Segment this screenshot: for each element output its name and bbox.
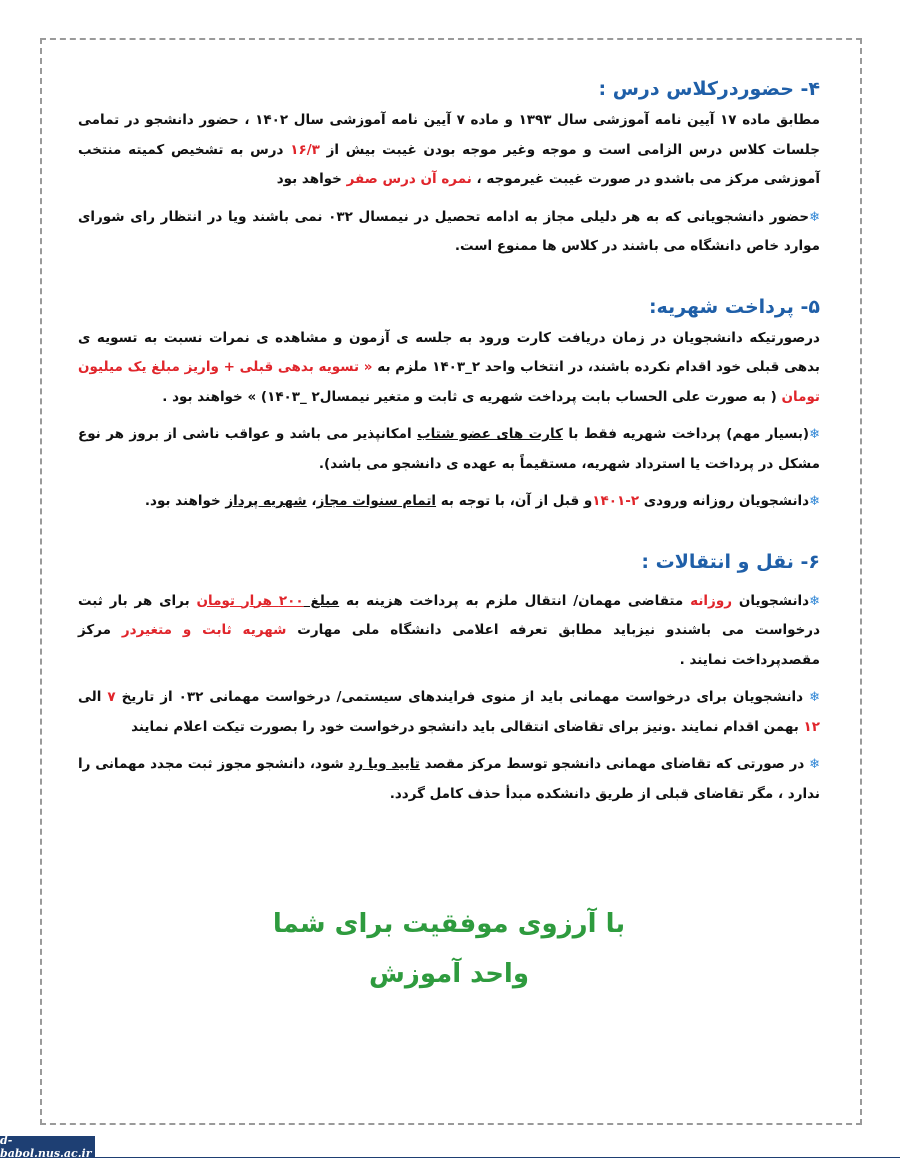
text: شود، دانشجو مجوز ثبت مجدد مهمانی را ندارد ، مگر تقاضای قبلی از طریق دانشکده مبدأ حذف کامل گردد. <box>78 756 820 802</box>
text: پرداخت شهریه فقط با <box>562 426 727 442</box>
red-highlight: شهریه ثابت و متغیردر <box>121 622 287 638</box>
text: بهمن اقدام نمایند .ونیز برای تقاضای انتقالی باید دانشجو درخواست خود را بصورت تیکت اعلام نمایند <box>131 718 804 735</box>
section-6-paragraph-3 <box>78 750 820 809</box>
snowflake-icon: ❄ <box>809 690 820 705</box>
text: خواهد بود <box>276 171 347 187</box>
red-highlight: ۲۰۰ هرار تومان <box>196 592 304 609</box>
underlined-text: اتمام سنوات مجاز <box>316 493 437 509</box>
snowflake-icon: ❄ <box>809 494 820 509</box>
document-body <box>78 72 820 999</box>
text: حضور دانشجویانی که به هر دلیلی مجاز به ادامه تحصیل در نیمسال ۰۳۲ نمی باشند ویا در انتظار رای شورای موارد خاص دانشگاه می باشند در کلاس ها ممنوع است. <box>78 208 820 254</box>
red-highlight: ۱۲ <box>803 718 820 735</box>
red-highlight: ۷ <box>107 689 116 705</box>
text: الی <box>78 689 108 705</box>
footer-rule <box>95 1157 900 1158</box>
closing-wish: با آرزوی موفقیت برای شما <box>272 909 626 939</box>
section-6-paragraph-1 <box>78 587 820 676</box>
text: در صورتی که تقاضای مهمانی دانشجو توسط مرکز مقصد <box>419 756 810 772</box>
text: خواهند بود. <box>144 493 226 509</box>
section-4-paragraph-2 <box>78 203 820 262</box>
underlined-text: مبلغ <box>303 592 340 609</box>
section-6-paragraph-2 <box>78 683 820 742</box>
text: ( به صورت علی الحساب بابت پرداخت شهریه ی ثابت و متغیر نیمسال۲ _۱۴۰۳) » خواهند بود . <box>162 388 782 405</box>
text: ، <box>306 493 317 509</box>
text: برای هر بار ثبت درخواست می باشندو نیزباید مطابق تعرفه اعلامی دانشگاه ملی مهارت <box>78 592 820 638</box>
underlined-text: تایید ویا رد <box>348 756 420 772</box>
red-highlight: نمره آن درس صفر <box>346 171 472 187</box>
text: امکانپذیر می باشد و عواقب ناشی از بروز هر نوع مشکل در پرداخت یا استرداد شهریه، مستقیماً به عهده ی دانشجو می باشد). <box>78 426 820 472</box>
text: دانشجویان روزانه ورودی <box>639 493 810 509</box>
section-5-paragraph-1 <box>78 324 820 413</box>
text: دانشجویان <box>732 592 810 609</box>
site-watermark: d-babol.nus.ac.ir <box>0 1136 95 1158</box>
section-6-heading: ۶- نقل و انتقالات : <box>641 550 820 573</box>
red-highlight: « تسویه بدهی قبلی + واریز مبلغ یک میلیون تومان <box>78 359 820 405</box>
text: درس به تشخیص کمیته منتخب آموزشی مرکز می باشدو در صورت غیبت غیرموجه ، <box>78 141 820 187</box>
text: دانشجویان برای درخواست مهمانی باید از منوی فرایندهای سیستمی/ درخواست مهمانی ۰۳۲ از تاریخ <box>115 689 810 705</box>
text: متقاضی مهمان/ انتقال ملزم به پرداخت هزینه به <box>339 592 691 609</box>
text: مرکز مقصدپرداخت نمایند . <box>78 622 820 668</box>
underlined-text: کارت های عضو شتاب <box>417 426 563 442</box>
red-highlight: ۲-۱۴۰۱ <box>592 493 640 509</box>
section-4-heading: ۴- حضوردرکلاس درس : <box>598 78 820 100</box>
red-highlight: ۱۶/۳ <box>290 141 320 158</box>
snowflake-icon: ❄ <box>809 209 820 225</box>
closing-signature: واحد آموزش <box>368 959 530 989</box>
section-5-paragraph-2 <box>78 420 820 479</box>
snowflake-icon: ❄ <box>809 427 820 442</box>
text: (بسیار مهم) <box>726 426 810 442</box>
snowflake-icon: ❄ <box>809 593 820 609</box>
text: مطابق ماده ۱۷ آیین نامه آموزشی سال ۱۳۹۳ و ماده ۷ آیین نامه آموزشی سال ۱۴۰۲ ، حضور دانشجو در تمامی جلسات کلاس درس الزامی است و موجه وغیر موجه بودن غیبت بیش از <box>78 112 820 158</box>
section-5-paragraph-3 <box>78 487 820 517</box>
red-highlight: روزانه <box>690 592 732 609</box>
section-5-heading: ۵- پرداخت شهریه: <box>648 295 820 318</box>
text: و قبل از آن، با توجه به <box>436 493 593 509</box>
text: درصورتیکه دانشجویان در زمان دریافت کارت ورود به جلسه ی آزمون و مشاهده ی نمرات نسبت به تسویه ی بدهی قبلی خود اقدام نکرده باشند، در انتخاب واحد ۲_۱۴۰۳ ملزم به <box>78 329 820 375</box>
underlined-text: شهریه پرداز <box>225 493 307 509</box>
snowflake-icon: ❄ <box>809 757 820 772</box>
section-4-paragraph-1 <box>78 106 820 195</box>
